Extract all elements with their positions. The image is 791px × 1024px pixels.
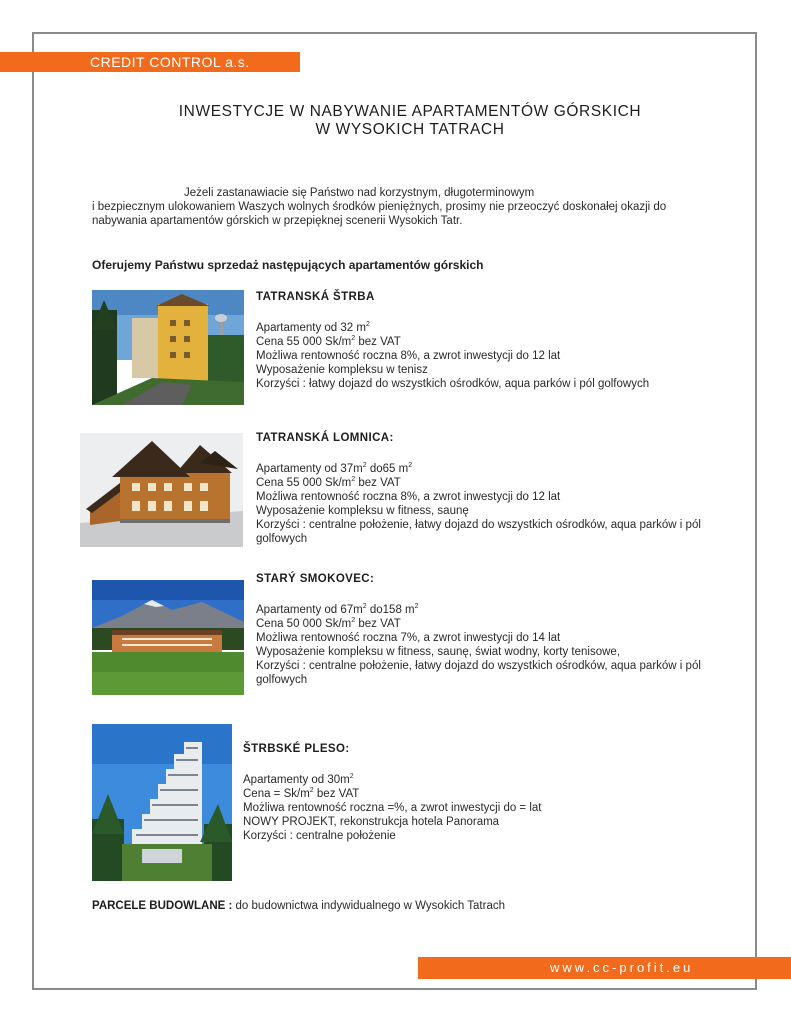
property-equipment: Wyposażenie kompleksu w tenisz — [256, 364, 428, 376]
property-return: Możliwa rentowność roczna 8%, a zwrot inwestycji do 12 lat — [256, 350, 561, 362]
property-benefits: Korzyści : centralne położenie, łatwy dojazd do wszystkich ośrodków, aqua parków i pól golfowych — [256, 660, 701, 686]
property-price: Cena 55 000 $Sk/m^2$ bez VAT — [256, 476, 401, 489]
property-price: Cena 55 000 $Sk/m^2$ bez VAT — [256, 335, 401, 348]
property-name: STARÝ SMOKOVEC: — [256, 573, 375, 585]
property-price: Cena 50 000 $Sk/m^2$ bez VAT — [256, 617, 401, 630]
website-link[interactable]: www.cc-profit.eu — [550, 960, 694, 975]
property-return: Możliwa rentowność roczna 8%, a zwrot inwestycji do 12 lat — [256, 491, 561, 503]
property-benefits: Korzyści : łatwy dojazd do wszystkich ośrodków, aqua parków i pól golfowych — [256, 378, 650, 390]
parcels-label: PARCELE BUDOWLANE : — [92, 900, 233, 912]
intro-rest: i bezpiecznym ulokowaniem Waszych wolnych środków pieniężnych, prosimy nie przeoczyć doskonałej okazji do nabywania apartamentów górskich w przepięknej scenerii Wysokich Tatr. — [92, 201, 667, 227]
title-line-2: W WYSOKICH TATRACH — [315, 121, 505, 138]
photo-strbske-pleso — [92, 724, 232, 881]
intro-paragraph — [92, 186, 702, 228]
property-return: Możliwa rentowność roczna 7%, a zwrot inwestycji do 14 lat — [256, 632, 561, 644]
property-benefits: Korzyści : centralne położenie — [243, 830, 396, 842]
photo-stary-smokovec — [92, 580, 244, 695]
property-equipment: NOWY PROJEKT, rekonstrukcja hotela Panorama — [243, 816, 500, 828]
property-name: TATRANSKÁ ŠTRBA — [256, 291, 375, 303]
property-strbske-pleso — [243, 742, 713, 843]
title-line-1: INWESTYCJE W NABYWANIE APARTAMENTÓW GÓRSKICH — [178, 103, 642, 120]
offer-heading: Oferujemy Państwu sprzedaż następujących apartamentów górskich — [92, 258, 484, 272]
property-tatranska-strba — [256, 290, 716, 391]
property-equipment: Wyposażenie kompleksu w fitness, saunę — [256, 505, 469, 517]
photo-tatranska-lomnica — [80, 433, 243, 547]
property-area: Apartamenty od $37m^2$ do65 $m^2$ — [256, 462, 413, 475]
property-area: Apartamenty od $30m^2$ — [243, 773, 354, 786]
page-title — [60, 103, 760, 139]
property-price: Cena = $Sk/m^2$ bez VAT — [243, 787, 360, 800]
property-name: ŠTRBSKÉ PLESO: — [243, 743, 350, 755]
company-name: CREDIT CONTROL a.s. — [90, 54, 250, 70]
website-banner — [418, 957, 791, 979]
photo-tatranska-strba — [92, 290, 244, 405]
property-area: Apartamenty od $67m^2$ do158 $m^2$ — [256, 603, 419, 616]
property-return: Możliwa rentowność roczna =%, a zwrot inwestycji do = lat — [243, 802, 542, 814]
company-banner — [0, 52, 300, 72]
property-equipment: Wyposażenie kompleksu w fitness, saunę, świat wodny, korty tenisowe, — [256, 646, 621, 658]
property-stary-smokovec — [256, 572, 726, 687]
intro-first-line: Jeżeli zastanawiacie się Państwo nad korzystnym, długoterminowym — [184, 187, 535, 199]
property-benefits: Korzyści : centralne położenie, łatwy dojazd do wszystkich ośrodków, aqua parków i pól golfowych — [256, 519, 701, 545]
property-area: Apartamenty od 32 $m^2$ — [256, 321, 370, 334]
parcels-text: do budownictwa indywidualnego w Wysokich Tatrach — [232, 900, 505, 912]
property-tatranska-lomnica — [256, 431, 726, 546]
parcels-line — [92, 900, 505, 912]
property-name: TATRANSKÁ LOMNICA: — [256, 432, 394, 444]
